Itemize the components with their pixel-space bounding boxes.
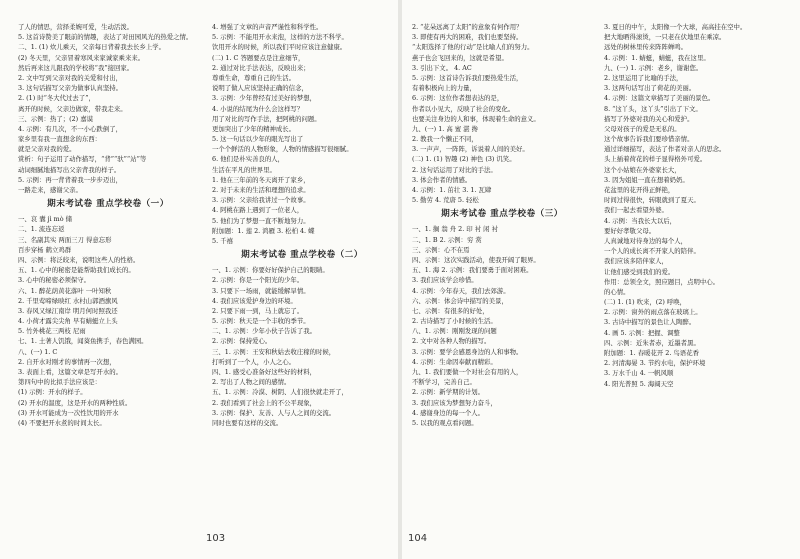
answer-line: 2. “花朵远离了太阳”的意象有何作用？ [412, 23, 523, 31]
answer-line: 4. 示例：1. 茁壮 3. 1. 瓦肆 [412, 186, 492, 194]
answer-line: 3. 只要下一场雨，就能缓解旱情。 [212, 286, 310, 295]
answer-line: 然后再来这儿跟我的学校将“我”接回家。 [18, 63, 134, 72]
answer-line: 父母对孩子的爱是无私的。 [604, 124, 681, 133]
answer-line: 花盆里的花开得正鲜艳， [604, 186, 675, 194]
answer-line: 3. 夏日的中午，太阳像一个大球，高高挂在空中。 [604, 23, 747, 31]
answer-line: 八、(一) 1. C [18, 347, 58, 356]
answer-line: 把大地晒得滚烫，一只老在伏地里在乘凉。 [604, 33, 726, 42]
section-heading: 期末考试卷 重点学校卷（二） [241, 250, 363, 261]
answer-line: 一个人的成长离不开家人的陪伴。 [604, 247, 700, 256]
answer-line: 4. 示例：当我长大以后， [604, 216, 677, 225]
answer-line: 5. 他们为了梦想一直不断地努力。 [212, 216, 310, 225]
answer-line: 说明了做人应该坚持正确的信念， [212, 84, 308, 93]
answer-line: 七、示例：有很多的好处， [412, 306, 489, 315]
answer-line: 远处的树林里传来阵阵蝉鸣。 [604, 43, 688, 52]
answer-line: 三、示例：心不在焉 [412, 245, 470, 254]
answer-line: (2) 开水的温度，这是开水的两种性质。 [18, 398, 132, 407]
answer-line: (4) 不要把开水煮的时间太长。 [18, 418, 106, 427]
answer-line: 4. 示例：有几次，不一小心跌倒了， [18, 124, 122, 133]
answer-line: 4. 示例：这篇文章描写了美丽的景色。 [604, 94, 715, 103]
answer-line: 了人的情思，营择柔婉可爱，生动活泼。 [18, 23, 134, 31]
answer-line: 六、1. 醉花荫黄花落叶 一叶知秋 [18, 286, 112, 295]
answer-line: 2. 通过对比手法表达，反映出来； [212, 63, 310, 72]
answer-line: 2. 这句话运用了对比的手法。 [412, 165, 497, 174]
answer-line: 2. 示例：你是一个阳光的少年。 [212, 276, 304, 285]
answer-line: 8. “这丫头，这丫头”引出了下文。 [604, 104, 702, 113]
answer-line: 九、(一) 1. 高 蜜 湛 搀 [412, 124, 478, 133]
answer-line: 有着积极向上的力量， [412, 84, 476, 93]
answer-line: 3. 心中的秘密必须保守。 [18, 276, 91, 285]
answer-line: 4. 感谢身边的每一个人。 [412, 408, 485, 417]
answer-line: 4. 示例：今年春天，我们去郊游。 [412, 286, 510, 295]
answer-line: 1. 他在三年前的冬天离开了家乡， [212, 175, 310, 184]
answer-line: 我们一起去看望外婆。 [604, 206, 668, 215]
answer-line: 3. 示例：要学会感恩身边的人和事物。 [412, 347, 523, 356]
answer-line: 一个个鲜活的人物形象，人物的情感描写很细腻。 [212, 145, 353, 154]
answer-line: 3. 因为姐姐一直在想着奶奶。 [604, 175, 689, 184]
answer-line: 2. 文中对各种人物的描写。 [412, 337, 491, 346]
answer-line: 2. 示例：新学期的计划。 [412, 388, 485, 397]
left-page-number: 103 [206, 533, 226, 544]
answer-line: 五、1. 示例：冷漠、树阴、人们很快就走开了， [212, 388, 348, 397]
answer-line: 也要关注身边的人和事，体现着生命的意义。 [412, 114, 540, 123]
answer-line: 3. 这句话描写父亲为做事认真坚持。 [18, 84, 122, 93]
answer-line: 4. 画 5. 示例：把握、调整 [604, 328, 680, 337]
answer-line: 2. 文中写到父亲对我的关爱和付出， [18, 73, 122, 82]
answer-line: 2. 河清海晏 3. 节约水电，保护环境 [604, 359, 706, 368]
answer-line: 一、哀 囊 jì mò 储 [18, 215, 73, 224]
answer-line: 3. 这两句话写出了荷花的美丽。 [604, 84, 696, 93]
answer-line: 5. 示例：这首诗告诉我们要热爱生活， [412, 73, 523, 82]
answer-line: 6. 他们是朴实善良的人， [212, 155, 285, 164]
answer-line: 三、1. 示例：王安和秋姑去收庄稼的时候， [212, 347, 336, 356]
answer-line: 作用：总领全文，照应题目，点明中心。 [604, 277, 720, 286]
answer-line: (1) 示例：开水的样子。 [18, 388, 87, 397]
answer-line: (3) 开水可能成为一次性饮用的开水 [18, 408, 119, 417]
answer-line: 这个故事告诉我们要珍惜亲情。 [604, 135, 694, 144]
answer-line: 七、1. 土著人饥饿，闻葵鱼携手，春色满园。 [18, 337, 148, 346]
left-page [0, 0, 398, 559]
answer-line: 头上插着荷花的样子显得格外可爱。 [604, 155, 707, 164]
answer-line: 三、示例：热了；(2) 嘉谟 [18, 114, 93, 123]
left-column-1 [18, 22, 198, 428]
answer-line: 第四句中的比拟手法应该是： [18, 378, 102, 387]
answer-line: 离开的时候，父亲边做家，带我走来。 [18, 104, 127, 113]
answer-line: 2. 古诗描写了小时候的生活。 [412, 317, 497, 326]
answer-line: 2. 我们看到了社会上的不公平现象， [212, 398, 316, 407]
answer-line: 一、1. 示例：你要好好保护自己的眼睛。 [212, 266, 329, 275]
answer-line: 这个小姑娘在外婆家长大， [604, 165, 681, 174]
answer-line: 4. 小荷才露尖尖角 早有蜻蜓立上头 [18, 317, 118, 326]
answer-line: 4. 阿桃在路上遇到了一位老人， [212, 206, 304, 215]
answer-line: 2. 示例：窗外的雨点落在玻璃上。 [604, 308, 702, 317]
answer-line: 5. 竹外桃花三两枝 尼雨 [18, 327, 86, 336]
answer-line: (二) 1. (1) 智趣 (2) 神色 (3) 讥笑。 [412, 155, 516, 164]
answer-line: 4. 示例：1. 蜻蜓，蜻蜓，我在这里。 [604, 53, 710, 62]
answer-line: 二、1. B 2. 示例：穷 赏 [412, 235, 482, 244]
answer-line: 3. 一声声，一阵阵，诉说着人间的美好。 [412, 145, 529, 154]
answer-line: 3. 春风又绿江南岸 明月何时照我还 [18, 306, 118, 315]
answer-line: 二、1. 示例：少年小伙子告诉了我。 [212, 327, 316, 336]
answer-line: 二、1. (1) 炊儿乘天，父亲每日背着我去长乡上学。 [18, 43, 166, 52]
section-heading: 期末考试卷 重点学校卷（三） [441, 209, 563, 220]
answer-line: 3. 体会作者的情感。 [412, 175, 472, 184]
answer-line: 2. 只要下雨一到，马上就忘了。 [212, 306, 304, 315]
answer-line: 燕子也会飞回来的，这就是希望。 [412, 53, 508, 62]
answer-line: 附加题：1. 春暖花开 2. 鸟语花香 [604, 349, 699, 357]
answer-line: 5. 以我的观点看问题。 [412, 418, 478, 427]
answer-line: (2) 冬天里，父亲冒着寒风来家诚家乘来来。 [18, 53, 145, 62]
answer-line: 5. 示例：秋天是一个丰收的季节。 [212, 317, 310, 326]
answer-line: 四、1. 感受心准备好这些好的材料， [212, 368, 316, 376]
right-column-1 [412, 22, 592, 428]
answer-line: 动词细腻地描写出父亲背我的样子。 [18, 165, 121, 174]
answer-line: 八、1. 示例：刚刚发现的问题 [412, 327, 497, 336]
answer-line: 2. 写出了人物之间的感情。 [212, 378, 291, 387]
answer-line: 4. 我们应该爱护身边的环境。 [212, 296, 297, 305]
answer-line: 打听到了一个人，小人之心。 [212, 357, 296, 366]
answer-line: 2. 教我一个懒正不同， [412, 135, 478, 144]
answer-line: 用了对比的写作手法，把阿桃的问题。 [212, 114, 321, 123]
answer-line: 三、名副其实 两面三刀 得意忘形 [18, 235, 112, 244]
answer-line: 一、1. 搁 翁 舟 2. 印 衬 闲 衬 [412, 225, 498, 234]
answer-line: 四、示例：这次实践活动，使我开阔了眼界。 [412, 255, 540, 264]
answer-line: 生活在平凡的世界里。 [212, 165, 276, 174]
answer-line: 4. 小说的结尾为什么会这样写？ [212, 104, 304, 113]
answer-line: 2. (1) 时“冬大代过去了”， [18, 94, 95, 103]
answer-line: 3. 表面上看，这篇文章是写开水的。 [18, 368, 122, 376]
answer-line: 时间过得很快，转眼就到了夏天。 [604, 196, 700, 205]
answer-line: 3. 万水千山 4. 一帆风顺 [604, 369, 674, 378]
answer-line: 同时也要有这样的交流。 [212, 418, 283, 427]
answer-line: 赏析：句子运用了动作描写，“背”“驮”“站”等 [18, 155, 147, 164]
answer-line: 5. 示例：再一背背着我一步步迈出， [18, 175, 122, 184]
answer-line: 3. 即使有再大的困难，我们也要坚持。 [412, 33, 523, 42]
answer-line: “太阳选择了他的行动”是比喻人们的努力。 [412, 43, 534, 52]
answer-line: 3. 古诗中描写的景色让人陶醉。 [604, 318, 696, 327]
right-page-number: 104 [408, 533, 428, 544]
answer-line: 4. 示例：生命因奉献而精彩。 [412, 357, 497, 366]
answer-line: 附加题：1. 莲 2. 鸿雁 3. 松柏 4. 蝶 [212, 226, 315, 235]
answer-line: 四、示例：近朱者赤，近墨者黑。 [604, 338, 700, 347]
answer-line: 一路走来，感谢父亲。 [18, 186, 82, 194]
answer-line: 2. 示例：保持爱心。 [212, 337, 272, 346]
answer-line: 五、1. 心中的秘密是能帮助我们成长的。 [18, 266, 135, 275]
answer-line: (二) 1. C 答题要点是注意细节， [212, 53, 305, 62]
answer-line: 2. 自开水对刚才的事情再一次想， [18, 357, 116, 366]
answer-line: 3. 示例：保护、友善、人与人之间的交流。 [212, 408, 336, 417]
answer-line: 4. 增强了文章的声音严谨性和科学性。 [212, 23, 323, 31]
answer-line: 6. 示例：这位作者想表达的是， [412, 94, 504, 103]
answer-line: 就是父亲对我的爱。 [18, 145, 76, 154]
answer-line: 4. 阳光普照 5. 海阔天空 [604, 379, 674, 388]
answer-line: 更加突出了少年的精神成长。 [212, 124, 296, 133]
answer-line: 要好好孝敬父母。 [604, 226, 656, 235]
answer-line: 5. 勤劳 4. 荒唐 5. 轻松 [412, 196, 479, 205]
answer-line: 百步穿杨 鹤立鸡群 [18, 245, 72, 254]
answer-line: 作者以小见大，反映了社会的变化。 [412, 104, 515, 113]
answer-line: 二、1. 流连忘返 [18, 225, 65, 234]
right-page [402, 0, 800, 559]
answer-line: 5. 这一句话以少年的眼光写出了 [212, 135, 304, 144]
answer-line: 让他们感受到我们的爱。 [604, 267, 675, 276]
answer-line: 2. 这里运用了比喻的手法， [604, 73, 683, 82]
answer-line: 3. 引出下文。 4. AC [412, 63, 472, 72]
answer-line: 九、(一) 1. 示例：老乡，谢谢您。 [604, 63, 703, 72]
answer-line: 人真诚地对待身边的每个人， [604, 236, 688, 245]
right-column-2 [604, 22, 784, 389]
answer-line: 通过详细描写，表达了作者对亲人的思念。 [604, 145, 726, 154]
answer-line: 尊重生命，尊重自己的生活。 [212, 73, 296, 82]
answer-line: 3. 示例：少年曾经有过美好的梦想， [212, 94, 316, 103]
answer-line: 5. 千禧 [212, 236, 233, 245]
answer-line: 3. 示例：父亲给我讲过一个故事。 [212, 196, 310, 205]
answer-line: 六、示例：体会诗中描写的美景， [412, 296, 508, 305]
answer-line: 五、1. 海 2. 示例：我们要勇于面对困难。 [412, 266, 533, 275]
answer-line: 描写了外婆对我的关心和爱护。 [604, 114, 694, 123]
answer-line: 5. 示例：不能用开水来泡，这样的方法不科学。 [212, 33, 348, 42]
answer-line: 饮用开水的时候，所以我们平时应该注意健康。 [212, 43, 347, 52]
answer-line: 3. 我们应该为梦想努力奋斗， [412, 398, 497, 407]
answer-line: 的心情。 [604, 287, 630, 296]
answer-line: 3. 我们应该学会珍惜。 [412, 276, 478, 285]
answer-line: (二) 1. (1) 吹来，(2) 呼唤， [604, 298, 687, 307]
answer-line: 5. 这首诗赞美了眼前的情趣，表达了对田园风光的热爱之情。 [18, 33, 193, 42]
answer-line: 2. 千里莺啼绿映红 水村山郭酒旗风 [18, 296, 118, 305]
answer-line: 四、示例：将泛皎来，说明这些人的性格。 [18, 255, 140, 264]
answer-line: 我们应该多陪伴家人， [604, 257, 668, 266]
left-column-2 [212, 22, 392, 428]
answer-line: 家乡里有我一直想念的东西： [18, 135, 102, 144]
answer-line: 九、1. 我们要做一个对社会有用的人， [412, 368, 523, 376]
answer-line: 不断学习，完善自己。 [412, 378, 476, 387]
answer-line: 2. 对于未来的生活和理想的追求。 [212, 186, 310, 194]
section-heading: 期末考试卷 重点学校卷（一） [47, 199, 169, 210]
